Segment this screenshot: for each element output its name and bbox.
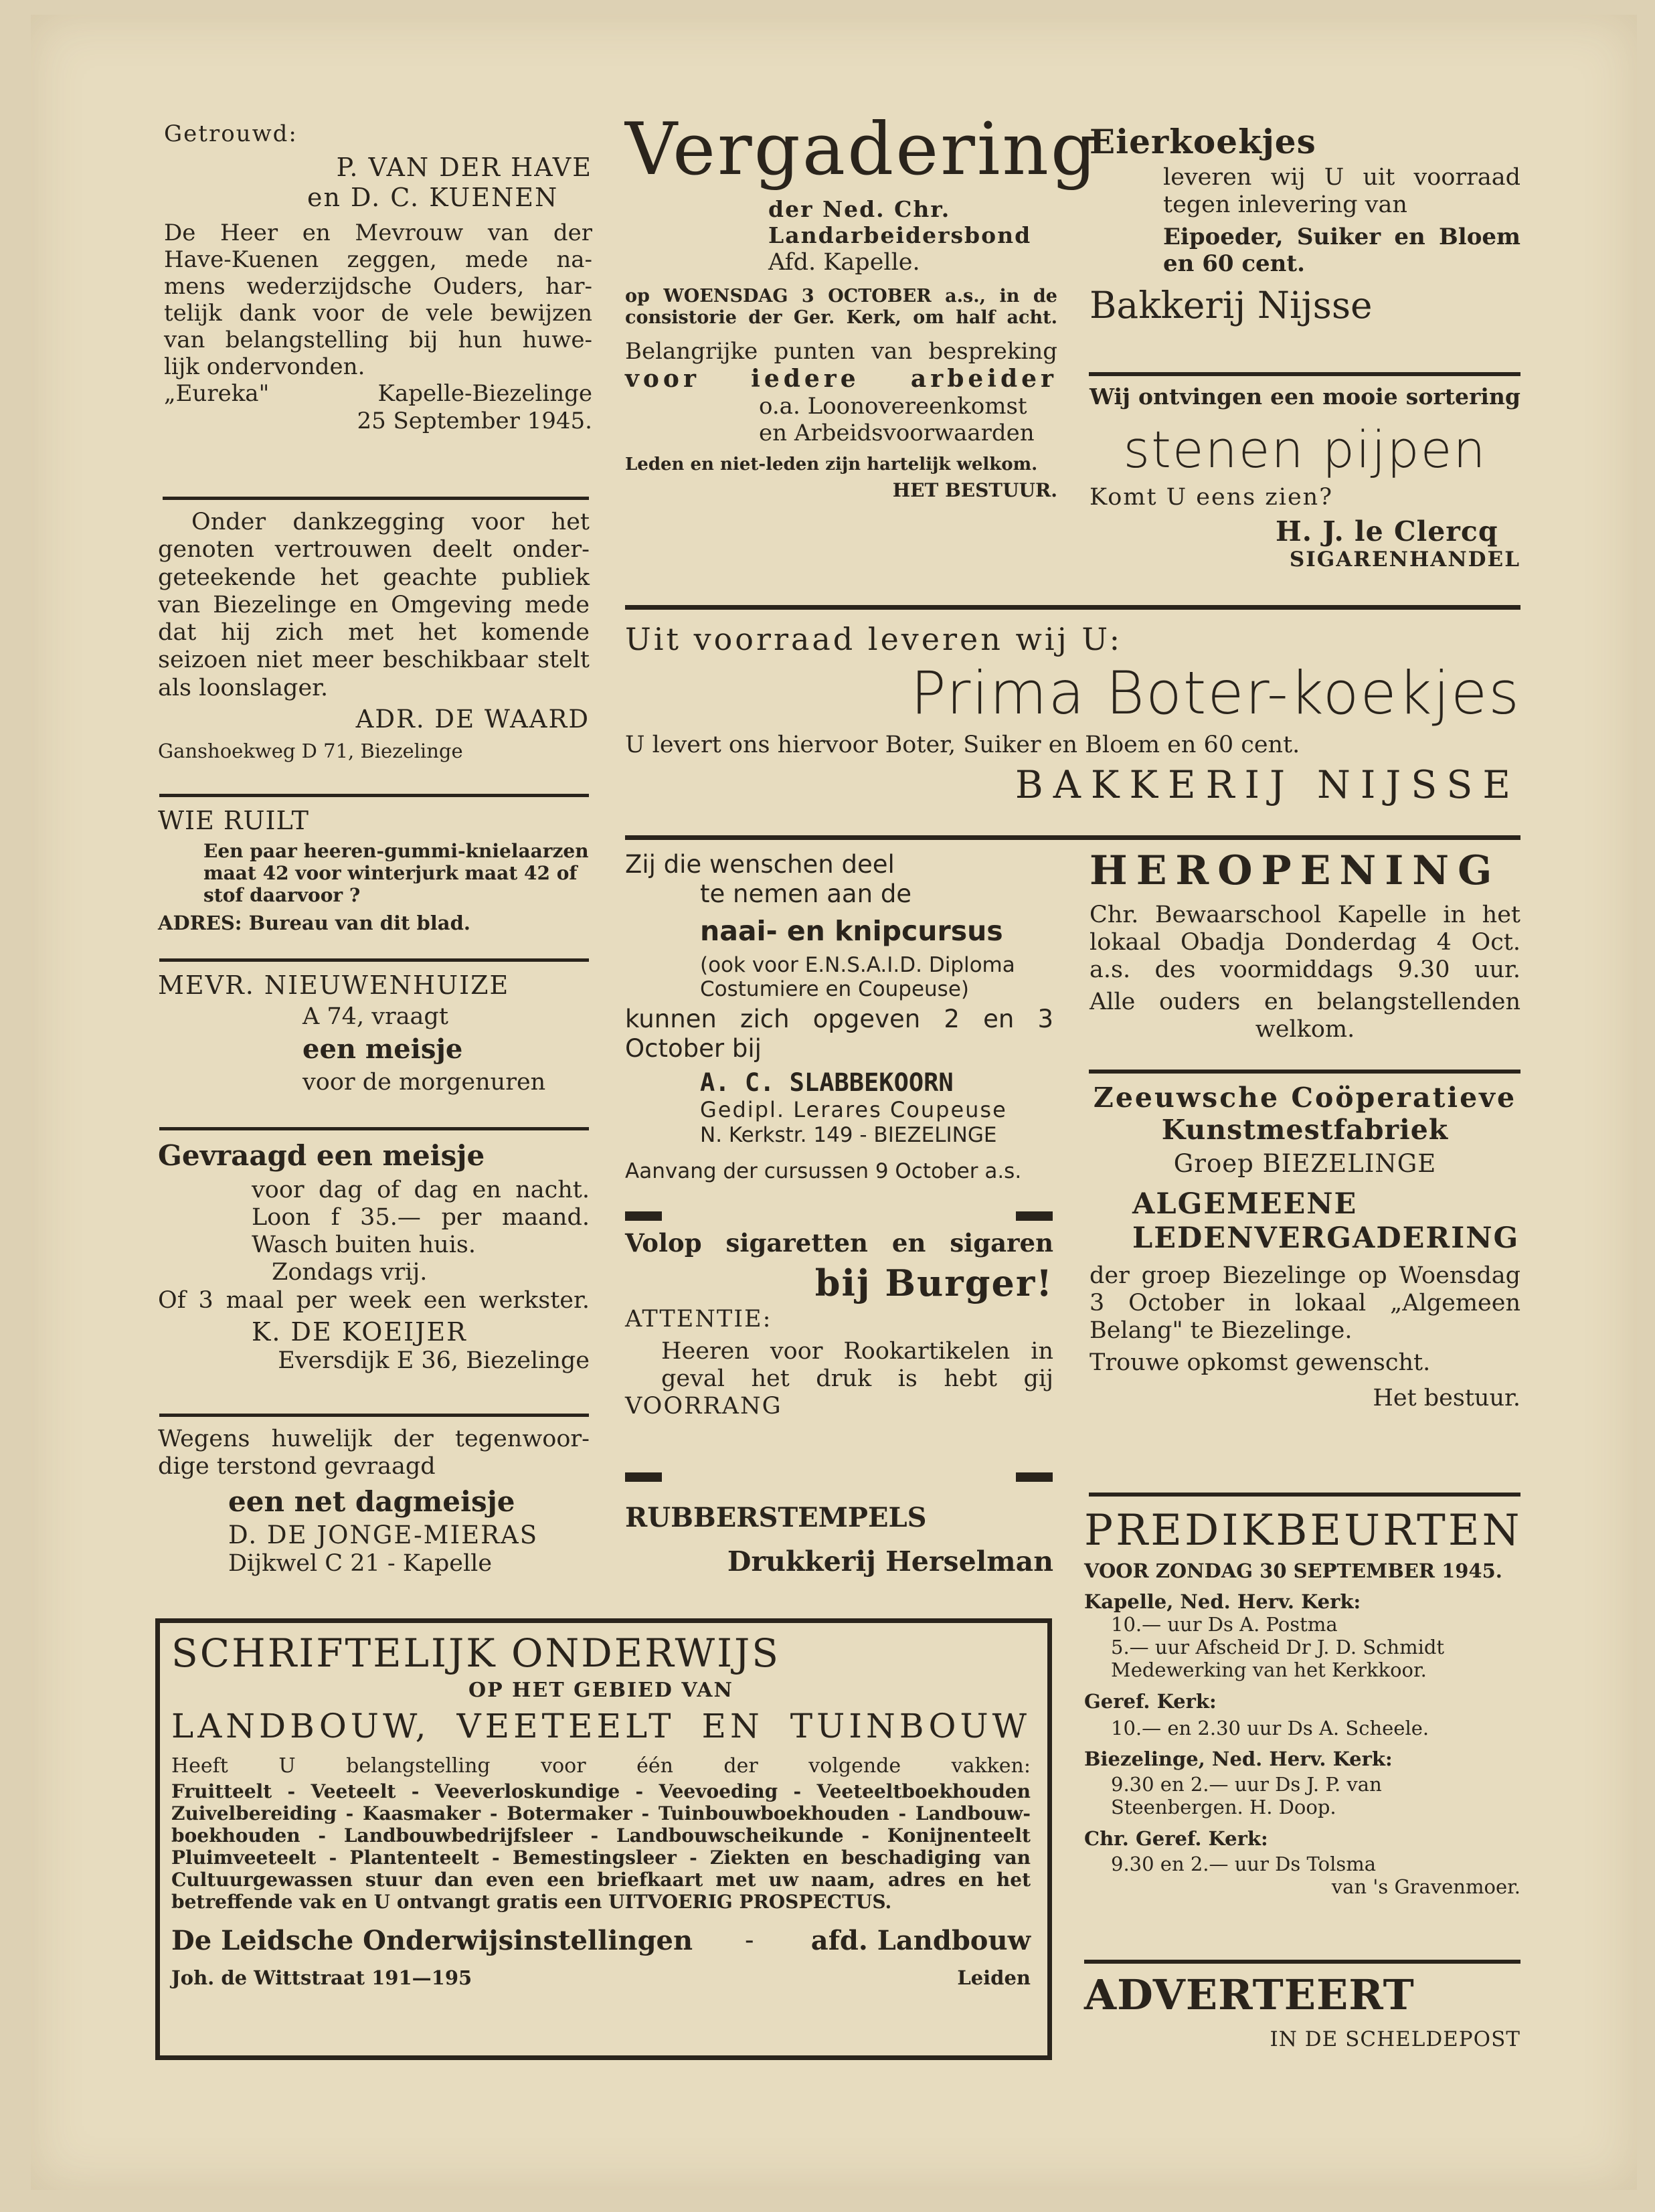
- meeting-points: Belangrijke punten van bespreking: [625, 337, 1057, 365]
- services-notice: [1084, 1506, 1520, 1898]
- cooperative-notice: [1090, 1082, 1520, 1412]
- box-subject-line: Fruitteelt - Veeteelt - Veeverloskundige - Veevoeding - Veeteeltboekhouden: [171, 1780, 1031, 1803]
- nieuwenhuize-heading: MEVR. NIEUWENHUIZE: [158, 970, 510, 1000]
- course-signup-line: October bij: [625, 1033, 762, 1063]
- box-dash: -: [745, 1925, 754, 1956]
- coop-meeting-line: LEDENVERGADERING: [1132, 1221, 1520, 1256]
- butcher-text-line: seizoen niet meer beschikbaar stelt: [158, 647, 590, 674]
- border-bar: [1016, 1472, 1053, 1482]
- koeijer-line: Wasch buiten huis.: [252, 1231, 476, 1259]
- coop-text-line: der groep Biezelinge op Woensdag: [1090, 1262, 1520, 1289]
- eierkoekjes-notice: [1090, 122, 1520, 327]
- service-line: 10.— uur Ds A. Postma: [1111, 1612, 1338, 1636]
- coop-board: Het bestuur.: [1373, 1385, 1520, 1412]
- swap-address: ADRES: Bureau van dit blad.: [158, 911, 470, 934]
- marriage-text-line: De Heer en Mevrouw van der: [164, 219, 592, 246]
- pipes-come: Komt U eens zien?: [1090, 483, 1333, 511]
- reopening-title: HEROPENING: [1090, 847, 1501, 894]
- burger-attention: ATTENTIE:: [625, 1306, 772, 1333]
- meeting-when-line: op WOENSDAG 3 OCTOBER a.s., in de: [625, 285, 1057, 307]
- meeting-when-line: consistorie der Ger. Kerk, om half acht.: [625, 307, 1057, 328]
- stamps-heading: RUBBERSTEMPELS: [625, 1502, 927, 1533]
- dagmeisje-notice: [158, 1426, 590, 1578]
- meeting-board: HET BESTUUR.: [892, 479, 1057, 502]
- boterkoekjes-notice: [625, 621, 1520, 809]
- dagmeisje-item: een net dagmeisje: [228, 1484, 515, 1518]
- divider: [159, 1127, 589, 1130]
- swap-notice: [158, 806, 590, 934]
- marriage-date: 25 September 1945.: [357, 407, 592, 434]
- burger-line: Volop sigaretten en sigaren: [625, 1228, 1053, 1258]
- meeting-org-line: Afd. Kapelle.: [768, 248, 920, 276]
- course-line: Zij die wenschen deel: [625, 850, 895, 879]
- divider: [625, 835, 1520, 840]
- dagmeisje-address: Dijkwel C 21 - Kapelle: [228, 1549, 493, 1577]
- marriage-text-line: van belangstelling bij hun huwe-: [164, 327, 592, 354]
- koeijer-line: Loon f 35.— per maand.: [252, 1203, 590, 1231]
- boter-text: U levert ons hiervoor Boter, Suiker en Bloem en 60 cent.: [625, 732, 1300, 759]
- swap-text-line: Een paar heeren-gummi-knielaarzen: [203, 839, 589, 862]
- church-name: Kapelle, Ned. Herv. Kerk:: [1084, 1590, 1361, 1613]
- service-line: Medewerking van het Kerkkoor.: [1111, 1658, 1427, 1682]
- pipes-notice: [1090, 384, 1520, 572]
- nieuwenhuize-notice: [158, 970, 590, 1097]
- butcher-text-line: dat hij zich met het komende: [158, 619, 590, 647]
- koeijer-address: Eversdijk E 36, Biezelinge: [278, 1347, 590, 1374]
- box-subject-line: boekhouden - Landbouwbedrijfsleer - Landbouwscheikunde - Konijnenteelt: [171, 1824, 1031, 1847]
- pipes-shop-name: H. J. le Clercq: [1276, 515, 1498, 547]
- eier-line: tegen inlevering van: [1163, 191, 1407, 219]
- burger-notice: [625, 1229, 1053, 1421]
- correspondence-course-content: [171, 1630, 1031, 1996]
- divider: [159, 794, 589, 797]
- swap-text-line: maat 42 voor winterjurk maat 42 of: [203, 861, 578, 884]
- meeting-for-all: voor iedere arbeider: [625, 364, 1057, 393]
- butcher-notice: [158, 509, 590, 762]
- service-line: Steenbergen. H. Doop.: [1111, 1796, 1336, 1819]
- nieuwenhuize-line: een meisje: [302, 1033, 463, 1066]
- nieuwenhuize-line: voor de morgenuren: [302, 1069, 546, 1096]
- box-fields: LANDBOUW, VEETEELT EN TUINBOUW: [171, 1706, 1031, 1746]
- butcher-text-line: van Biezelinge en Omgeving mede: [158, 591, 590, 618]
- nieuwenhuize-line: A 74, vraagt: [302, 1003, 448, 1030]
- dagmeisje-text-line: Wegens huwelijk der tegenwoor-: [158, 1426, 590, 1452]
- koeijer-line: voor dag of dag en nacht.: [252, 1176, 590, 1203]
- koeijer-line: Zondags vrij.: [272, 1259, 428, 1286]
- course-start: Aanvang der cursussen 9 October a.s.: [625, 1159, 1022, 1184]
- burger-priority: VOORRANG: [625, 1393, 782, 1420]
- meeting-notice: [625, 108, 1100, 502]
- koeijer-heading: Gevraagd een meisje: [158, 1139, 485, 1172]
- pipes-shop-type: SIGARENHANDEL: [1289, 547, 1520, 572]
- divider: [1089, 1493, 1520, 1497]
- eier-line: leveren wij U uit voorraad: [1163, 164, 1520, 191]
- butcher-text-line: Onder dankzegging voor het: [191, 509, 590, 535]
- burger-text-line: Heeren voor Rookartikelen in: [661, 1337, 1053, 1365]
- divider: [163, 497, 589, 500]
- eier-bakery: Bakkerij Nijsse: [1090, 283, 1373, 327]
- course-notice: [625, 850, 1053, 1184]
- box-question: Heeft U belangstelling voor één der volgende vakken:: [171, 1754, 1031, 1778]
- box-subject-line: Pluimveeteelt - Plantenteelt - Bemestingsleer - Ziekten en beschadiging van: [171, 1847, 1031, 1869]
- course-line: te nemen aan de: [700, 879, 912, 908]
- dagmeisje-name: D. DE JONGE-MIERAS: [228, 1521, 539, 1550]
- eier-bold-line: en 60 cent.: [1163, 250, 1305, 277]
- divider: [159, 1414, 589, 1417]
- advertise-notice: [1084, 1970, 1520, 2052]
- services-title: PREDIKBEURTEN: [1084, 1506, 1522, 1555]
- border-bar: [625, 1211, 662, 1221]
- boter-product: Prima Boter-koekjes: [910, 659, 1520, 728]
- border-bar: [625, 1472, 662, 1482]
- service-line: 10.— en 2.30 uur Ds A. Scheele.: [1111, 1716, 1429, 1739]
- coop-group: Groep BIEZELINGE: [1173, 1148, 1437, 1178]
- swap-heading: WIE RUILT: [158, 806, 310, 835]
- box-city: Leiden: [957, 1966, 1031, 1990]
- reopening-notice: [1090, 847, 1520, 1043]
- meeting-topic: en Arbeidsvoorwaarden: [759, 420, 1035, 447]
- course-title: naai- en knipcursus: [700, 915, 1003, 948]
- divider: [1089, 1070, 1520, 1074]
- divider: [1089, 372, 1520, 376]
- divider: [1084, 1960, 1520, 1964]
- butcher-name: ADR. DE WAARD: [355, 705, 590, 734]
- marriage-text-line: lijk ondervonden.: [164, 353, 365, 381]
- swap-text-line: stof daarvoor ?: [203, 883, 361, 906]
- box-address: Joh. de Wittstraat 191—195: [171, 1966, 472, 1990]
- course-teacher-title: Gedipl. Lerares Coupeuse: [700, 1096, 1007, 1122]
- reopening-line: a.s. des voormiddags 9.30 uur.: [1090, 956, 1520, 984]
- eier-title: Eierkoekjes: [1090, 122, 1316, 161]
- coop-name-line: Zeeuwsche Coöperatieve: [1093, 1082, 1517, 1114]
- meeting-topic: o.a. Loonovereenkomst: [759, 393, 1027, 420]
- coop-text-line: 3 October in lokaal „Algemeen: [1090, 1290, 1520, 1317]
- course-diploma-line: (ook voor E.N.S.A.I.D. Diploma: [700, 952, 1015, 977]
- divider: [625, 605, 1520, 610]
- pipes-item: stenen pijpen: [1123, 419, 1487, 479]
- dagmeisje-text-line: dige terstond gevraagd: [158, 1453, 436, 1480]
- reopening-line: Chr. Bewaarschool Kapelle in het: [1090, 901, 1520, 928]
- eier-bold-line: Eipoeder, Suiker en Bloem: [1163, 223, 1520, 250]
- church-name: Geref. Kerk:: [1084, 1689, 1217, 1713]
- marriage-notice: [164, 120, 592, 434]
- service-line: 9.30 en 2.— uur Ds Tolsma: [1111, 1852, 1377, 1875]
- burger-text-line: geval het druk is hebt gij: [661, 1365, 1053, 1392]
- course-teacher-name: A. C. SLABBEKOORN: [700, 1068, 954, 1098]
- stamps-notice: [625, 1502, 1053, 1578]
- box-department: afd. Landbouw: [810, 1925, 1031, 1957]
- boter-bakery: BAKKERIJ NIJSSE: [1015, 763, 1520, 808]
- koeijer-line: Of 3 maal per week een werkster.: [158, 1286, 590, 1314]
- meeting-welcome: Leden en niet-leden zijn hartelijk welkom.: [625, 454, 1038, 475]
- butcher-text-line: genoten vertrouwen deelt onder-: [158, 536, 590, 564]
- reopening-welcome: welkom.: [1255, 1015, 1355, 1043]
- butcher-text-line: geteekende het geachte publiek: [158, 564, 590, 591]
- advertise-sub: IN DE SCHELDEPOST: [1270, 2027, 1520, 2052]
- service-line: 5.— uur Afscheid Dr J. D. Schmidt: [1111, 1636, 1445, 1659]
- marriage-text-line: mens wederzijdsche Ouders, har-: [164, 272, 592, 300]
- bride-name: en D. C. KUENEN: [307, 182, 559, 212]
- service-line: 9.30 en 2.— uur Ds J. P. van: [1111, 1773, 1382, 1796]
- service-line: van 's Gravenmoer.: [1331, 1875, 1520, 1899]
- divider: [159, 958, 589, 962]
- course-teacher-address: N. Kerkstr. 149 - BIEZELINGE: [700, 1122, 997, 1147]
- groom-name: P. VAN DER HAVE: [336, 153, 592, 183]
- meeting-org-line: Landarbeidersbond: [768, 222, 1032, 248]
- pipes-intro: Wij ontvingen een mooie sortering: [1090, 384, 1520, 410]
- meeting-title: Vergadering: [625, 108, 1100, 191]
- butcher-address: Ganshoekweg D 71, Biezelinge: [158, 739, 463, 762]
- marriage-heading: Getrouwd:: [164, 120, 298, 147]
- reopening-line: lokaal Obadja Donderdag 4 Oct.: [1090, 929, 1520, 956]
- coop-attend: Trouwe opkomst gewenscht.: [1090, 1349, 1431, 1376]
- butcher-text-line: als loonslager.: [158, 674, 329, 701]
- box-subject-line: Cultuurgewassen stuur dan even een briefkaart met uw naam, adres en het: [171, 1869, 1031, 1891]
- box-subject-line: Zuivelbereiding - Kaasmaker - Botermaker - Tuinbouwboekhouden - Landbouw-: [171, 1802, 1031, 1825]
- coop-text-line: Belang" te Biezelinge.: [1090, 1317, 1353, 1345]
- coop-meeting-line: ALGEMEENE: [1132, 1187, 1358, 1221]
- services-date: VOOR ZONDAG 30 SEPTEMBER 1945.: [1084, 1559, 1502, 1582]
- course-diploma-line: Costumiere en Coupeuse): [700, 977, 969, 1002]
- church-name: Biezelinge, Ned. Herv. Kerk:: [1084, 1748, 1393, 1771]
- marriage-place: „Eureka" Kapelle-Biezelinge: [164, 380, 592, 408]
- marriage-text-line: telijk dank voor de vele bewijzen: [164, 300, 592, 327]
- koeijer-name: K. DE KOEIJER: [252, 1317, 467, 1347]
- coop-name-line: Kunstmestfabriek: [1161, 1114, 1449, 1146]
- box-sub: OP HET GEBIED VAN: [468, 1679, 733, 1703]
- boter-intro: Uit voorraad leveren wij U:: [625, 621, 1123, 657]
- marriage-text-line: Have-Kuenen zeggen, mede na-: [164, 246, 592, 273]
- burger-slogan: bij Burger!: [814, 1261, 1053, 1304]
- advertise-title: ADVERTEERT: [1084, 1970, 1415, 2019]
- stamps-printer: Drukkerij Herselman: [727, 1545, 1053, 1578]
- church-name: Chr. Geref. Kerk:: [1084, 1826, 1268, 1850]
- reopening-parents: Alle ouders en belangstellenden: [1090, 988, 1520, 1015]
- meeting-org-line: der Ned. Chr.: [768, 195, 951, 222]
- box-institute: De Leidsche Onderwijsinstellingen: [171, 1925, 693, 1957]
- course-signup-line: kunnen zich opgeven 2 en 3: [625, 1004, 1053, 1033]
- koeijer-notice: [158, 1139, 590, 1375]
- box-subject-line: betreffende vak en U ontvangt gratis een UITVOERIG PROSPECTUS.: [171, 1891, 892, 1913]
- box-title: SCHRIFTELIJK ONDERWIJS: [171, 1630, 781, 1676]
- border-bar: [1016, 1211, 1053, 1221]
